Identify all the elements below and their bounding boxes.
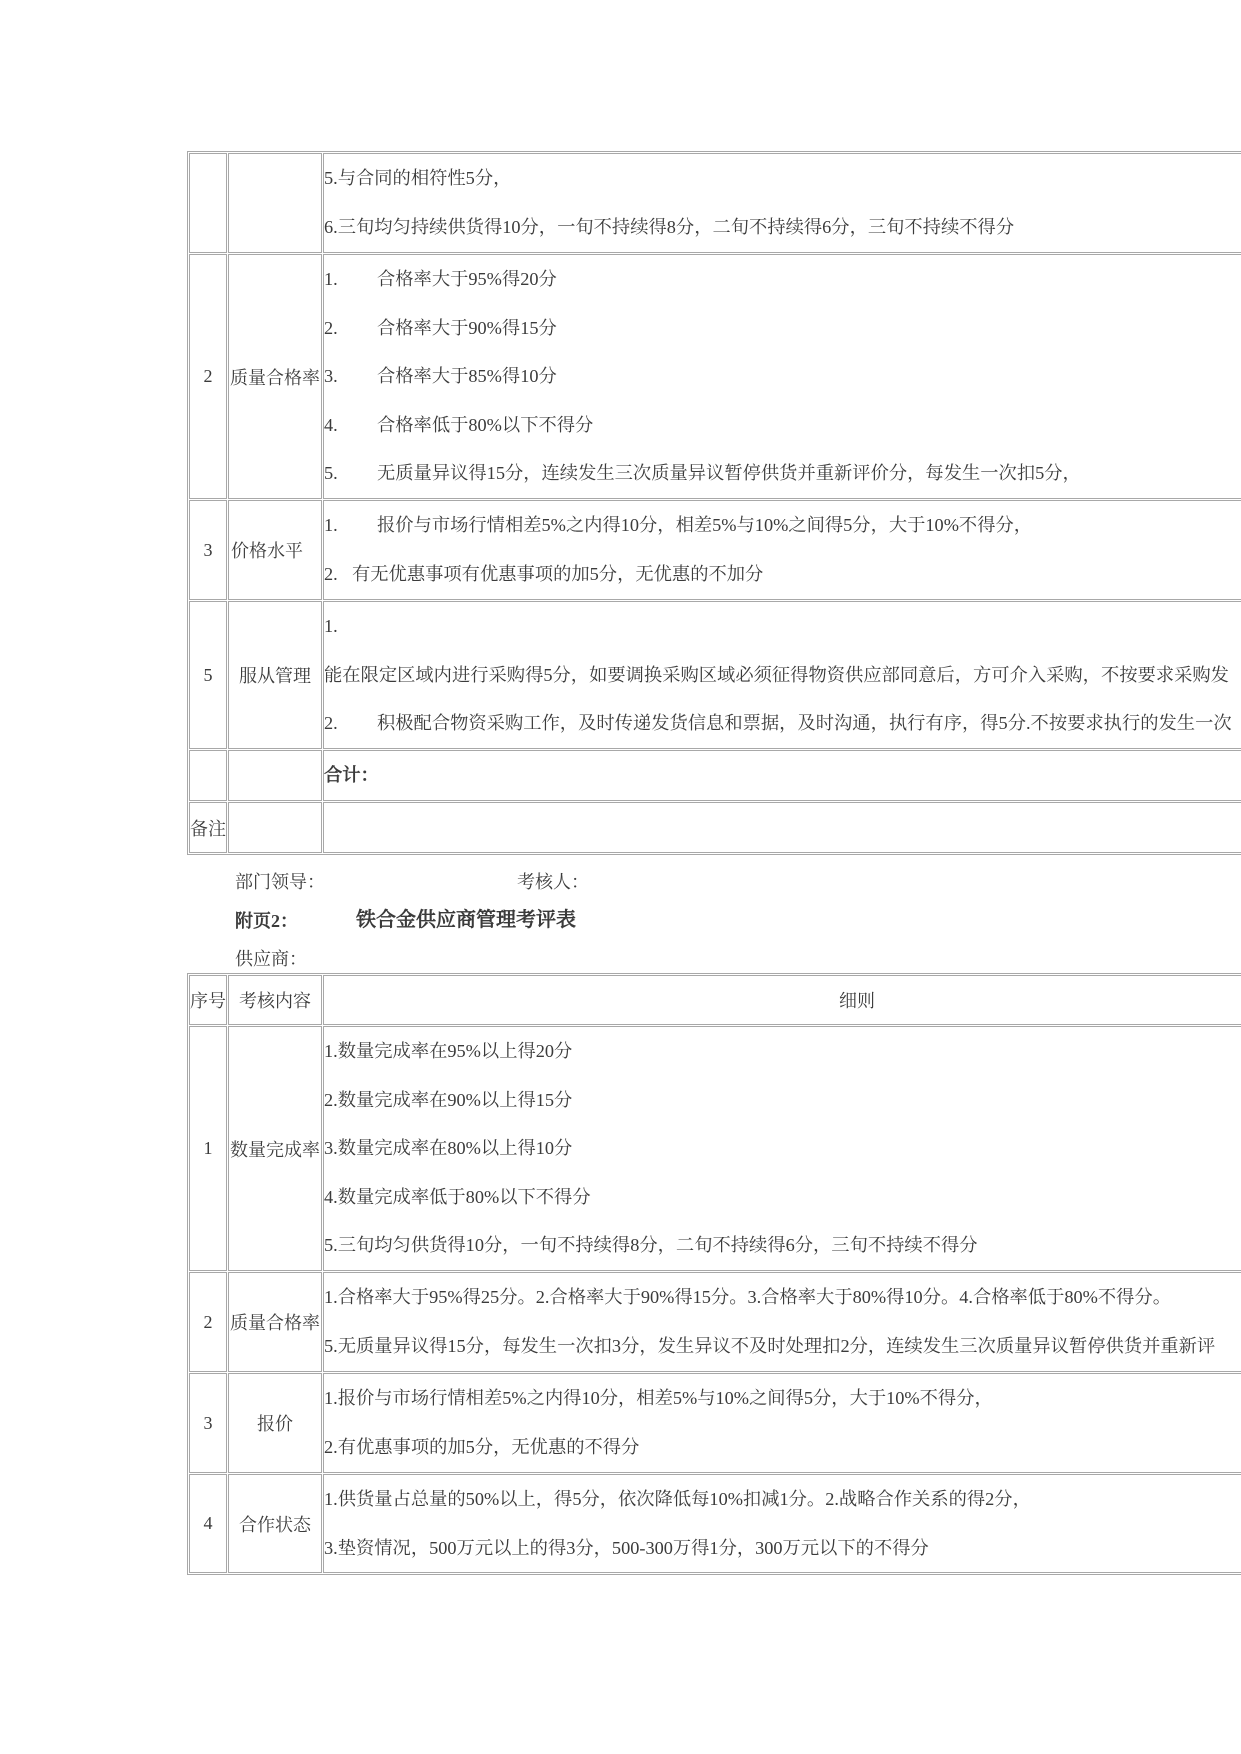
row-number-cell: 4 (189, 1474, 227, 1573)
remarks-value (323, 802, 1241, 853)
dept-leader-label: 部门领导： (235, 872, 325, 892)
row-number-cell: 3 (189, 500, 227, 600)
detail-line (324, 154, 1241, 203)
detail-cell (323, 500, 1241, 600)
criterion-cell: 报价 (228, 1373, 322, 1473)
criterion-cell: 质量合格率 (228, 254, 322, 499)
detail-text: 合格率大于90%得15分 (377, 317, 557, 338)
detail-line (324, 501, 1241, 550)
detail-cell (323, 254, 1241, 499)
detail-cell (323, 1474, 1241, 1573)
row-number-cell: 3 (189, 1373, 227, 1473)
detail-line (324, 304, 1241, 353)
item-number: 2. (324, 713, 338, 734)
detail-text: 积极配合物资采购工作，及时传递发货信息和票据，及时沟通，执行有序，得5分.不按要求执行的发生一次 (377, 713, 1232, 734)
row-number-cell: 2 (189, 254, 227, 499)
detail-line: 3.数量完成率在80%以上得10分 (324, 1138, 573, 1159)
detail-line: 1.数量完成率在95%以上得20分 (324, 1041, 573, 1062)
criterion-cell (228, 750, 322, 801)
row-number-cell: 2 (189, 1272, 227, 1372)
detail-line: 4.数量完成率低于80%以下不得分 (324, 1186, 591, 1207)
remarks-row (189, 802, 1241, 853)
table-row (189, 601, 1241, 749)
criterion-cell (228, 802, 322, 853)
detail-line: 3.垫资情况，500万元以上的得3分，500-300万得1分，300万元以下的不得分 (324, 1537, 929, 1558)
detail-cell (323, 1272, 1241, 1372)
detail-line (324, 651, 1241, 700)
detail-text: 5.与合同的相符性5分， (324, 168, 512, 189)
detail-line (324, 602, 1241, 651)
item-number: 1. (324, 515, 338, 536)
detail-text: 报价与市场行情相差5%之内得10分，相差5%与10%之间得5分，大于10%不得分， (377, 515, 1033, 536)
detail-line (324, 699, 1241, 748)
item-number: 2. (324, 564, 338, 584)
criterion-cell (228, 153, 322, 253)
item-number: 2. (324, 317, 338, 338)
assessment-table-2-wrapper (187, 973, 1241, 1575)
detail-cell (323, 1373, 1241, 1473)
detail-line (324, 255, 1241, 304)
assessor-label: 考核人： (517, 872, 589, 892)
item-number: 1. (324, 616, 338, 637)
assessment-table-1 (187, 151, 1241, 855)
detail-cell (323, 750, 1241, 801)
detail-line (324, 550, 1241, 599)
assessment-table-1-wrapper (187, 151, 1241, 855)
criterion-cell: 服从管理 (228, 601, 322, 749)
detail-cell (323, 601, 1241, 749)
row-number-cell: 5 (189, 601, 227, 749)
header-row (189, 975, 1241, 1025)
item-number: 5. (324, 463, 338, 484)
total-label: 合计： (324, 765, 379, 786)
appendix-title: 铁合金供应商管理考评表 (356, 909, 576, 931)
header-detail: 细则 (323, 975, 1241, 1025)
detail-line: 1.报价与市场行情相差5%之内得10分，相差5%与10%之间得5分，大于10%不得分， (324, 1388, 993, 1409)
supplier-label: 供应商： (235, 949, 307, 969)
table-row (189, 1026, 1241, 1271)
detail-text: 合格率大于85%得10分 (377, 366, 557, 387)
remarks-label: 备注 (189, 802, 227, 853)
table-row (189, 153, 1241, 253)
item-number: 3. (324, 366, 338, 387)
item-number: 4. (324, 414, 338, 435)
detail-text: 6.三旬均匀持续供货得10分，一旬不持续得8分，二旬不持续得6分，三旬不持续不得分 (324, 217, 1015, 237)
detail-line: 5.无质量异议得15分，每发生一次扣3分，发生异议不及时处理扣2分，连续发生三次质量异议暂停供货并重新评 (324, 1336, 1216, 1356)
detail-text: 合格率大于95%得20分 (377, 269, 557, 290)
row-number-cell: 1 (189, 1026, 227, 1271)
row-number-cell (189, 750, 227, 801)
detail-text: 无质量异议得15分，连续发生三次质量异议暂停供货并重新评价分，每发生一次扣5分， (377, 463, 1081, 484)
detail-line: 2.数量完成率在90%以上得15分 (324, 1089, 573, 1110)
table-row (189, 1272, 1241, 1372)
criterion-cell: 数量完成率 (228, 1026, 322, 1271)
header-number: 序号 (189, 975, 227, 1025)
detail-line: 5.三旬均匀供货得10分，一旬不持续得8分，二旬不持续得6分，三旬不持续不得分 (324, 1235, 978, 1256)
table-row (189, 1474, 1241, 1573)
row-number-cell (189, 153, 227, 253)
item-number: 1. (324, 269, 338, 290)
criterion-cell: 价格水平 (228, 500, 322, 600)
detail-cell (323, 1026, 1241, 1271)
appendix-label: 附页2： (235, 911, 298, 931)
detail-line (324, 352, 1241, 401)
table-row (189, 500, 1241, 600)
detail-text: 能在限定区域内进行采购得5分，如要调换采购区域必须征得物资供应部同意后，方可介入采购，不按要求采购发 (324, 664, 1229, 685)
criterion-cell: 合作状态 (228, 1474, 322, 1573)
detail-line: 1.供货量占总量的50%以上，得5分，依次降低每10%扣减1分。2.战略合作关系的得2分， (324, 1489, 1031, 1509)
detail-text: 合格率低于80%以下不得分 (377, 414, 594, 435)
detail-line (324, 449, 1241, 498)
table-row (189, 1373, 1241, 1473)
detail-line (324, 203, 1241, 252)
table-row (189, 254, 1241, 499)
detail-text: 有无优惠事项有优惠事项的加5分，无优惠的不加分 (352, 564, 764, 584)
criterion-cell: 质量合格率 (228, 1272, 322, 1372)
detail-line (324, 401, 1241, 450)
header-criterion: 考核内容 (228, 975, 322, 1025)
detail-line: 2.有优惠事项的加5分，无优惠的不得分 (324, 1437, 640, 1457)
total-row (189, 750, 1241, 801)
detail-cell (323, 153, 1241, 253)
detail-line: 1.合格率大于95%得25分。2.合格率大于90%得15分。3.合格率大于80%得10分。4.合格率低于80%不得分。 (324, 1287, 1172, 1308)
assessment-table-2 (187, 973, 1241, 1575)
